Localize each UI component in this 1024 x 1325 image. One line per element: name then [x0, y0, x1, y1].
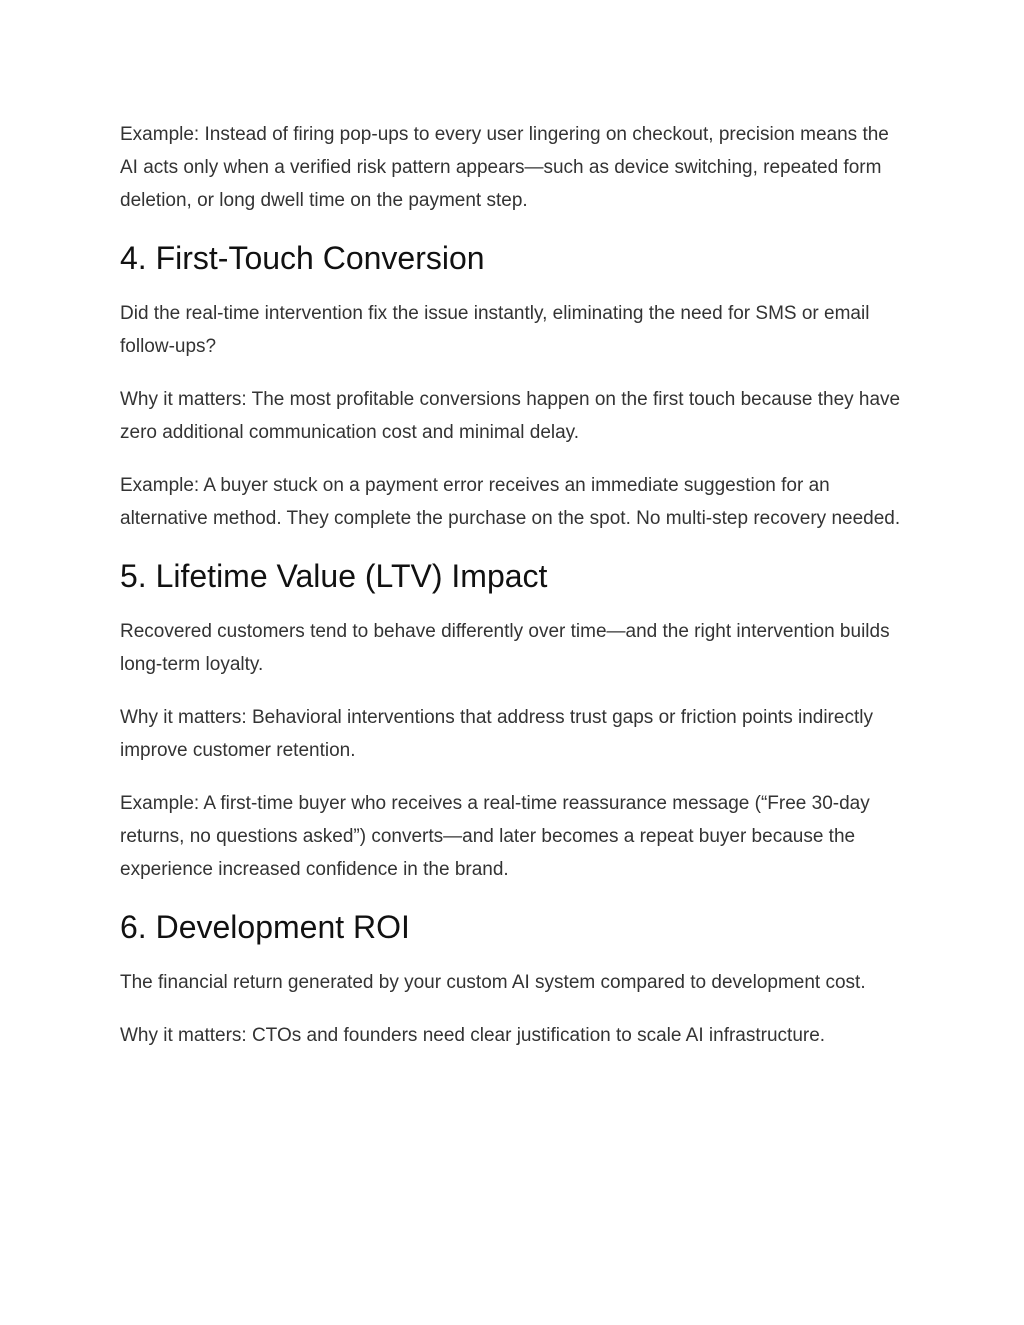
section-why-it-matters: Why it matters: The most profitable conversions happen on the first touch because they have zero additional communication cost and minimal delay. — [120, 389, 901, 443]
section-description: Did the real-time intervention fix the issue instantly, eliminating the need for SMS or email follow-ups? — [120, 303, 870, 357]
section-development-roi — [120, 906, 910, 1052]
section-heading: 6. Development ROI — [120, 909, 410, 945]
section-example: Example: A buyer stuck on a payment error receives an immediate suggestion for an alternative method. They complete the purchase on the spot. No multi-step recovery needed. — [120, 475, 901, 529]
section-description: The financial return generated by your custom AI system compared to development cost. — [120, 972, 866, 993]
section-heading: 4. First-Touch Conversion — [120, 240, 485, 276]
section-description: Recovered customers tend to behave differently over time—and the right intervention builds long-term loyalty. — [120, 621, 890, 675]
section-why-it-matters: Why it matters: Behavioral interventions that address trust gaps or friction points indirectly improve customer retention. — [120, 707, 873, 761]
intro-example-paragraph: Example: Instead of firing pop-ups to every user lingering on checkout, precision means the AI acts only when a verified risk pattern appears—such as device switching, repeated form deletion, or long dwell time on the payment step. — [120, 124, 889, 211]
section-example: Example: A first-time buyer who receives a real-time reassurance message (“Free 30-day returns, no questions asked”) converts—and later becomes a repeat buyer because the experience increased confidence in the brand. — [120, 793, 870, 880]
section-first-touch-conversion — [120, 237, 910, 535]
document-page — [120, 118, 910, 1072]
section-lifetime-value-impact — [120, 555, 910, 886]
section-why-it-matters: Why it matters: CTOs and founders need clear justification to scale AI infrastructure. — [120, 1025, 826, 1046]
section-heading: 5. Lifetime Value (LTV) Impact — [120, 558, 548, 594]
